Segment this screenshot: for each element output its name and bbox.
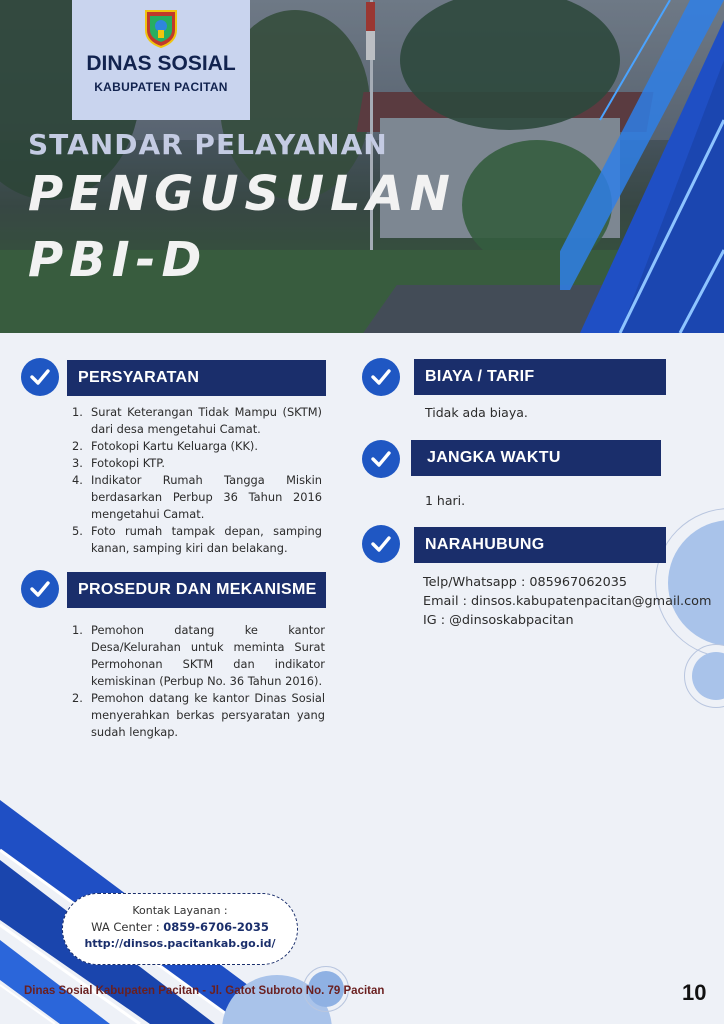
narahubung-email: Email : dinsos.kabupatenpacitan@gmail.com	[423, 594, 712, 609]
footer-address: Dinas Sosial Kabupaten Pacitan - Jl. Gatot Subroto No. 79 Pacitan	[24, 985, 385, 997]
prosedur-list	[72, 622, 325, 741]
page-number: 10	[682, 980, 707, 1005]
biaya-text: Tidak ada biaya.	[425, 405, 528, 420]
regency-emblem-icon	[144, 8, 178, 48]
contact-badge	[62, 893, 298, 965]
list-item: 1. Pemohon datang ke kantor Desa/Kelurahan untuk meminta Surat Permohonan SKTM dan indikator kemiskinan (Perbup No. 36 Tahun 2016).	[72, 623, 325, 688]
hero-blue-stripes	[560, 0, 724, 333]
persyaratan-list	[72, 404, 322, 557]
check-icon	[362, 440, 400, 478]
service-title-line1: PENGUSULAN	[28, 166, 456, 222]
list-item: 1. Surat Keterangan Tidak Mampu (SKTM) dari desa mengetahui Camat.	[72, 405, 322, 436]
section-title-narahubung: NARAHUBUNG	[414, 527, 666, 563]
service-title-line2: PBI-D	[28, 232, 208, 288]
list-item: 4. Indikator Rumah Tangga Miskin berdasarkan Perbup 36 Tahun 2016 mengetahui Camat.	[72, 473, 322, 521]
check-icon	[362, 525, 400, 563]
org-logo-box	[72, 0, 250, 120]
section-title-biaya: BIAYA / TARIF	[414, 359, 666, 395]
section-title-prosedur: PROSEDUR DAN MEKANISME	[67, 572, 326, 608]
org-subtitle: KABUPATEN PACITAN	[94, 80, 228, 94]
narahubung-phone: Telp/Whatsapp : 085967062035	[423, 575, 628, 590]
list-item: 2. Fotokopi Kartu Keluarga (KK).	[72, 439, 258, 453]
narahubung-ig: IG : @dinsoskabpacitan	[423, 613, 574, 628]
section-title-jangka-waktu: JANGKA WAKTU	[411, 440, 661, 476]
contact-title: Kontak Layanan :	[132, 904, 228, 917]
section-title-persyaratan: PERSYARATAN	[67, 360, 326, 396]
check-icon	[21, 358, 59, 396]
check-icon	[362, 358, 400, 396]
jangka-text: 1 hari.	[425, 493, 466, 508]
list-item: 2. Pemohon datang ke kantor Dinas Sosial menyerahkan berkas persyaratan yang sudah lengkap.	[72, 691, 325, 739]
check-icon	[21, 570, 59, 608]
standard-label: STANDAR PELAYANAN	[28, 128, 388, 161]
list-item: 3. Fotokopi KTP.	[72, 456, 165, 470]
contact-url-link[interactable]: http://dinsos.pacitankab.go.id/	[84, 937, 276, 950]
contact-wa: WA Center : 0859-6706-2035	[91, 920, 269, 934]
hero-photo	[0, 0, 724, 333]
org-title: DINAS SOSIAL	[86, 52, 236, 75]
list-item: 5. Foto rumah tampak depan, samping kanan, samping kiri dan belakang.	[72, 524, 322, 555]
